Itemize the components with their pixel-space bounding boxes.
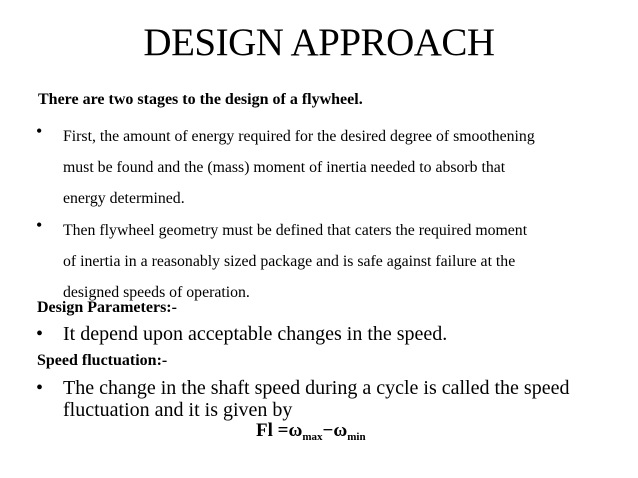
subscript-min: min	[347, 431, 366, 443]
speed-fluctuation-heading: Speed fluctuation:-	[37, 352, 168, 369]
subscript-max: max	[302, 431, 323, 443]
paragraph-line: Then flywheel geometry must be defined that caters the required moment	[63, 222, 528, 239]
paragraph-line: must be found and the (mass) moment of inertia needed to absorb that	[63, 159, 506, 176]
bullet-marker: •	[36, 215, 43, 235]
paragraph-line: The change in the shaft speed during a cycle is called the speed	[63, 377, 570, 399]
paragraph-line: of inertia in a reasonably sized package and is safe against failure at the	[63, 253, 516, 270]
bullet-marker: •	[36, 377, 44, 399]
bullet-marker: •	[36, 323, 44, 345]
omega-symbol: ω	[333, 420, 348, 441]
speed-fluctuation-text	[63, 377, 569, 421]
bullet-paragraph-energy	[63, 121, 535, 214]
paragraph-line: designed speeds of operation.	[63, 284, 250, 301]
paragraph-line: energy determined.	[63, 190, 185, 207]
fluctuation-formula	[256, 420, 366, 443]
bullet-paragraph-geometry	[63, 215, 527, 308]
intro-text: There are two stages to the design of a flywheel.	[38, 91, 363, 108]
design-parameters-text: It depend upon acceptable changes in the speed.	[63, 323, 448, 345]
design-parameters-heading: Design Parameters:-	[37, 299, 177, 316]
bullet-marker: •	[36, 121, 43, 141]
minus-sign: −	[322, 420, 334, 441]
formula-lhs: Fl =	[256, 420, 289, 441]
slide-title: DESIGN APPROACH	[143, 21, 495, 64]
omega-symbol: ω	[288, 420, 303, 441]
paragraph-line: First, the amount of energy required for the desired degree of smoothening	[63, 128, 535, 145]
paragraph-line: fluctuation and it is given by	[63, 399, 293, 421]
